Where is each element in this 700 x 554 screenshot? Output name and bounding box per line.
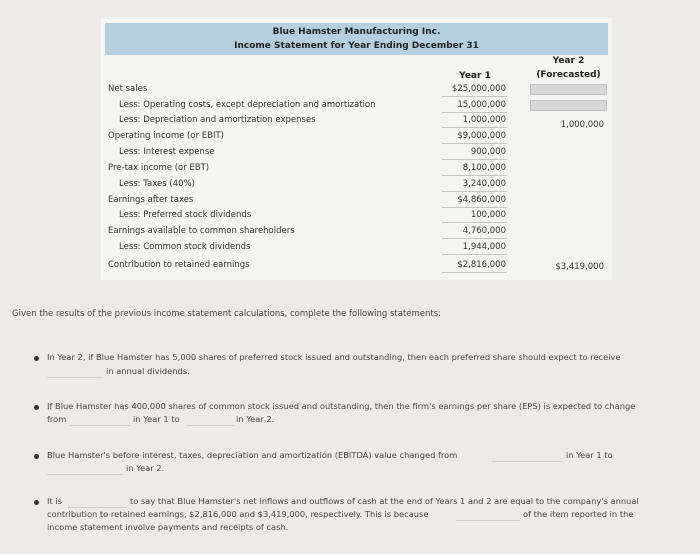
statement2-line1: If Blue Hamster has 400,000 shares of common stock issued and outstanding, then the firm's earnings per share (EPS) is expected to change	[47, 401, 636, 411]
instructions-text: Given the results of the previous income statement calculations, complete the following statements:	[12, 309, 442, 319]
statement2-year1-to-label: in Year 1 to	[133, 414, 180, 424]
year1-depreciation: 1,000,000	[462, 115, 506, 125]
statement3-line1: Blue Hamster's before interest, taxes, depreciation and amortization (EBITDA) value changed from	[47, 450, 458, 460]
year1-header: Year 1	[459, 71, 491, 81]
year1-taxes: 3,240,000	[462, 179, 506, 189]
eps-year1-dropdown[interactable]	[70, 412, 130, 426]
statement4-line2b: of the item reported in the	[523, 509, 634, 519]
statement3-line2: in Year 2.	[126, 463, 165, 473]
bullet-dot	[34, 405, 39, 410]
bullet-dot	[34, 500, 39, 505]
row-label-depreciation: Less: Depreciation and amortization expenses	[119, 115, 316, 125]
year1-operating-income: $9,000,000	[457, 131, 506, 141]
year1-preferred-dividends: 100,000	[470, 210, 506, 220]
bullet-dot	[34, 356, 39, 361]
row-label-net-sales: Net sales	[108, 84, 148, 94]
year1-retained-earnings: $2,816,000	[457, 260, 506, 270]
correctness-dropdown[interactable]	[68, 494, 126, 508]
row-label-taxes: Less: Taxes (40%)	[119, 179, 195, 189]
reason-dropdown[interactable]	[456, 507, 520, 521]
year1-earnings-available: 4,760,000	[462, 226, 506, 236]
statement1-line1: In Year 2, if Blue Hamster has 5,000 shares of preferred stock issued and outstanding, then each preferred share should expect to receive	[47, 352, 621, 362]
year2-forecast-label: (Forecasted)	[536, 70, 601, 80]
year1-net-sales: $25,000,000	[451, 84, 506, 94]
year2-header: Year 2	[552, 56, 585, 66]
year2-depreciation: 1,000,000	[560, 120, 604, 130]
preferred-dividend-per-share-dropdown[interactable]	[47, 364, 103, 378]
year1-interest-expense: 900,000	[470, 147, 506, 157]
year1-common-dividends: 1,944,000	[462, 242, 506, 252]
eps-year2-dropdown[interactable]	[186, 412, 234, 426]
bullet-dot	[34, 454, 39, 459]
statement4-line1-rest: to say that Blue Hamster's net inflows and outflows of cash at the end of Years 1 and 2 are equal to the company's annual	[130, 496, 639, 506]
year1-pretax-income: 8,100,000	[462, 163, 506, 173]
row-label-interest-expense: Less: Interest expense	[119, 147, 215, 157]
statement4-line3: income statement involve payments and receipts of cash.	[47, 522, 289, 532]
statement2-from-label: from	[47, 414, 67, 424]
ebitda-year1-dropdown[interactable]	[492, 448, 562, 462]
statement-title-bar	[105, 23, 608, 55]
statement2-year2-label: in Year 2.	[236, 414, 275, 424]
row-label-retained-earnings: Contribution to retained earnings	[108, 260, 250, 270]
year2-retained-earnings: $3,419,000	[555, 262, 604, 272]
year1-earnings-after-taxes: $4,860,000	[457, 195, 506, 205]
statement-title: Income Statement for Year Ending December 31	[234, 41, 479, 51]
statement3-year1-to-label: in Year 1 to	[566, 450, 613, 460]
row-label-earnings-after-taxes: Earnings after taxes	[108, 195, 194, 205]
statement1-line2: in annual dividends.	[106, 366, 190, 376]
statement4-it-is: It is	[47, 496, 62, 506]
row-label-earnings-available: Earnings available to common shareholders	[108, 226, 295, 236]
row-label-common-dividends: Less: Common stock dividends	[119, 242, 251, 252]
company-name: Blue Hamster Manufacturing Inc.	[272, 27, 441, 37]
row-label-pretax-income: Pre-tax income (or EBT)	[108, 163, 210, 173]
row-label-operating-income: Operating income (or EBIT)	[108, 131, 224, 141]
row-label-operating-costs: Less: Operating costs, except depreciation and amortization	[119, 100, 376, 110]
income-statement	[101, 18, 612, 280]
statement4-line2a: contribution to retained earnings, $2,816,000 and $3,419,000, respectively. This is because	[47, 509, 429, 519]
year2-net-sales-input[interactable]	[530, 84, 607, 95]
row-label-preferred-dividends: Less: Preferred stock dividends	[119, 210, 252, 220]
year2-operating-costs-input[interactable]	[530, 100, 607, 111]
year1-operating-costs: 15,000,000	[457, 100, 506, 110]
ebitda-year2-dropdown[interactable]	[47, 461, 123, 475]
